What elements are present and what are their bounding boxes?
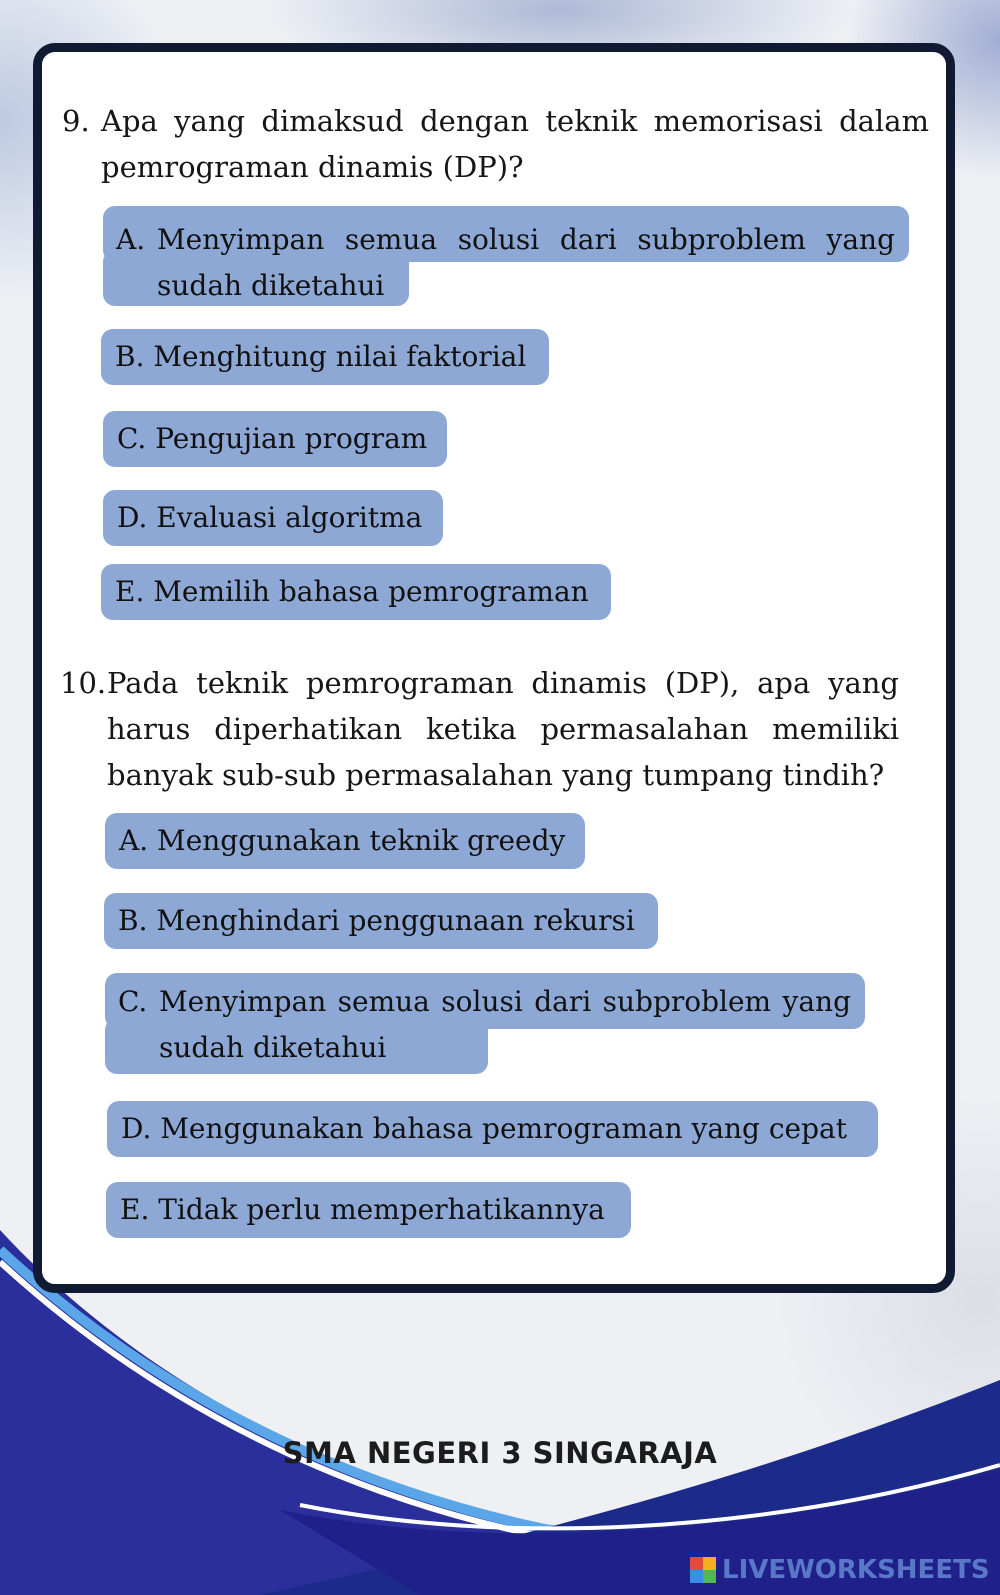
option-letter: C. xyxy=(118,985,148,1018)
option-10b[interactable]: B. Menghindari penggunaan rekursi xyxy=(104,893,658,949)
option-9e[interactable]: E. Memilih bahasa pemrograman xyxy=(101,564,611,620)
question-text: Pada teknik pemrograman dinamis (DP), apa yang harus diperhatikan ketika permasalahan memiliki banyak sub-sub permasalahan yang tumpang tindih? xyxy=(107,666,899,792)
option-10e[interactable]: E. Tidak perlu memperhatikannya xyxy=(106,1182,631,1238)
question-number: 10. xyxy=(60,666,107,700)
option-9b[interactable]: B. Menghitung nilai faktorial xyxy=(101,329,549,385)
question-number: 9. xyxy=(62,104,90,138)
option-label: Menyimpan semua solusi dari subproblem yang sudah diketahui xyxy=(157,223,895,302)
option-9d[interactable]: D. Evaluasi algoritma xyxy=(103,490,443,546)
option-10d[interactable]: D. Menggunakan bahasa pemrograman yang cepat xyxy=(107,1101,878,1157)
brand-watermark[interactable] xyxy=(690,1552,990,1588)
option-9a[interactable] xyxy=(103,206,909,306)
question-text: Apa yang dimaksud dengan teknik memorisasi dalam pemrograman dinamis (DP)? xyxy=(101,104,929,184)
option-10a[interactable]: A. Menggunakan teknik greedy xyxy=(105,813,585,869)
brand-logo-icon xyxy=(690,1557,716,1583)
option-9c[interactable]: C. Pengujian program xyxy=(103,411,447,467)
brand-name: LIVEWORKSHEETS xyxy=(722,1555,990,1585)
option-10c[interactable] xyxy=(105,973,865,1074)
school-name: SMA NEGERI 3 SINGARAJA xyxy=(282,1436,718,1470)
option-label: Menyimpan semua solusi dari subproblem yang sudah diketahui xyxy=(159,985,851,1064)
option-letter: A. xyxy=(116,223,146,256)
